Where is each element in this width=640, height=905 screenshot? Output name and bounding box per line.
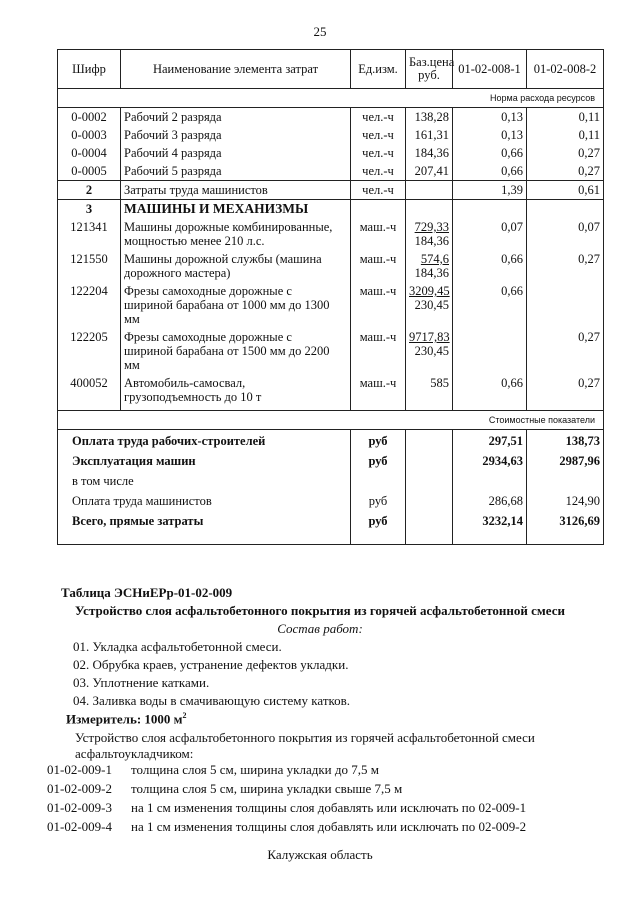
row-name-line: мм bbox=[124, 358, 140, 372]
row-name-line: шириной барабана от 1000 мм до 1300 bbox=[124, 298, 330, 312]
table2-subtitle: Устройство слоя асфальтобетонного покрытия из горячей асфальтобетонной смеси bbox=[75, 603, 565, 618]
item-code: 01-02-009-4 bbox=[47, 819, 112, 834]
measure-label: Измеритель: 1000 $м^2$ bbox=[66, 711, 187, 727]
item-code: 01-02-009-1 bbox=[47, 762, 112, 777]
empty-cell bbox=[453, 200, 527, 219]
row-price bbox=[406, 374, 453, 411]
cost-unit: руб bbox=[351, 510, 406, 545]
row-name bbox=[121, 282, 351, 328]
row-price bbox=[406, 181, 453, 200]
row-value-1: 0,07 bbox=[453, 218, 527, 250]
price-total: 729,33 bbox=[414, 220, 449, 234]
machine-row bbox=[58, 328, 604, 374]
work-step: 04. Заливка воды в смачивающую систему катков. bbox=[73, 693, 351, 708]
price-operator-wage: 184,36 bbox=[414, 234, 449, 248]
price-operator-wage: 230,45 bbox=[414, 298, 449, 312]
empty-cell bbox=[406, 430, 453, 451]
cost-row bbox=[58, 490, 604, 510]
row-code: 121341 bbox=[58, 218, 121, 250]
row-price bbox=[406, 328, 453, 374]
machines-header-row bbox=[58, 200, 604, 219]
row-code: 0-0002 bbox=[58, 108, 121, 127]
row-value-1: 1,39 bbox=[453, 181, 527, 200]
cost-unit: руб bbox=[351, 490, 406, 510]
empty-cell bbox=[406, 490, 453, 510]
row-name bbox=[121, 328, 351, 374]
work-step: 03. Уплотнение катками. bbox=[73, 675, 210, 690]
row-value-1: 0,66 bbox=[453, 282, 527, 328]
row-code: 121550 bbox=[58, 250, 121, 282]
row-value-1: 0,66 bbox=[453, 374, 527, 411]
row-value-2: 0,07 bbox=[527, 218, 604, 250]
row-name bbox=[121, 218, 351, 250]
machine-row bbox=[58, 282, 604, 328]
row-unit: чел.-ч bbox=[351, 181, 406, 200]
section-costs-row bbox=[58, 411, 604, 430]
cost-value-1: 286,68 bbox=[453, 490, 527, 510]
row-value-2: 0,11 bbox=[527, 126, 604, 144]
cost-value-2: 124,90 bbox=[527, 490, 604, 510]
header-col1: 01-02-008-1 bbox=[453, 50, 527, 89]
empty-cell bbox=[406, 510, 453, 545]
description-line-2: асфальтоукладчиком: bbox=[75, 746, 194, 761]
work-step: 01. Укладка асфальтобетонной смеси. bbox=[73, 639, 282, 654]
row-price: 184,36 bbox=[406, 144, 453, 162]
header-price: Баз.цена руб. bbox=[406, 50, 453, 89]
header-code: Шифр bbox=[58, 50, 121, 89]
row-code: 0-0003 bbox=[58, 126, 121, 144]
price-total: 585 bbox=[430, 376, 449, 390]
row-value-2: 0,11 bbox=[527, 108, 604, 127]
cost-row bbox=[58, 510, 604, 545]
row-name-line: мм bbox=[124, 312, 140, 326]
cost-name: Оплата труда машинистов bbox=[58, 490, 351, 510]
cost-row bbox=[58, 470, 604, 490]
header-unit: Ед.изм. bbox=[351, 50, 406, 89]
row-name-line: Фрезы самоходные дорожные с bbox=[124, 284, 292, 298]
row-name-line: шириной барабана от 1500 мм до 2200 bbox=[124, 344, 330, 358]
row-code: 0-0004 bbox=[58, 144, 121, 162]
section-norms-row bbox=[58, 89, 604, 108]
cost-name: Оплата труда рабочих-строителей bbox=[58, 430, 351, 451]
machine-row bbox=[58, 374, 604, 411]
row-name-line: грузоподъемность до 10 т bbox=[124, 390, 262, 404]
cost-value-2: 138,73 bbox=[527, 430, 604, 451]
cost-row bbox=[58, 430, 604, 451]
row-value-1 bbox=[453, 328, 527, 374]
header-name: Наименование элемента затрат bbox=[121, 50, 351, 89]
page-number: 25 bbox=[313, 24, 327, 39]
row-code: 400052 bbox=[58, 374, 121, 411]
row-value-2 bbox=[527, 282, 604, 328]
row-price: 207,41 bbox=[406, 162, 453, 181]
row-unit: маш.-ч bbox=[351, 374, 406, 411]
section-costs-label: Стоимостные показатели bbox=[58, 411, 604, 430]
cost-row bbox=[58, 450, 604, 470]
row-price bbox=[406, 218, 453, 250]
row-value-2: 0,27 bbox=[527, 374, 604, 411]
row-value-1: 0,66 bbox=[453, 144, 527, 162]
machine-row bbox=[58, 250, 604, 282]
row-unit: чел.-ч bbox=[351, 108, 406, 127]
row-value-2: 0,27 bbox=[527, 162, 604, 181]
header-col2: 01-02-008-2 bbox=[527, 50, 604, 89]
footer-region: Калужская область bbox=[267, 847, 373, 862]
cost-value-2: 3126,69 bbox=[527, 510, 604, 545]
row-code: 0-0005 bbox=[58, 162, 121, 181]
work-step: 02. Обрубка краев, устранение дефектов укладки. bbox=[73, 657, 349, 672]
row-unit: маш.-ч bbox=[351, 250, 406, 282]
row-name bbox=[121, 250, 351, 282]
cost-value-1: 2934,63 bbox=[453, 450, 527, 470]
row-code: 2 bbox=[58, 181, 121, 200]
row-unit: маш.-ч bbox=[351, 218, 406, 250]
cost-name: в том числе bbox=[58, 470, 351, 490]
row-code: 122204 bbox=[58, 282, 121, 328]
row-value-2: 0,61 bbox=[527, 181, 604, 200]
cost-unit: руб bbox=[351, 450, 406, 470]
cost-name: Всего, прямые затраты bbox=[58, 510, 351, 545]
row-unit: чел.-ч bbox=[351, 144, 406, 162]
row-unit: маш.-ч bbox=[351, 328, 406, 374]
machinist-row bbox=[58, 181, 604, 200]
cost-value-2: 2987,96 bbox=[527, 450, 604, 470]
row-price bbox=[406, 250, 453, 282]
cost-unit: руб bbox=[351, 430, 406, 451]
section-norms-label: Норма расхода ресурсов bbox=[58, 89, 604, 108]
row-unit: чел.-ч bbox=[351, 162, 406, 181]
cost-value-2 bbox=[527, 470, 604, 490]
row-unit: маш.-ч bbox=[351, 282, 406, 328]
machine-row bbox=[58, 218, 604, 250]
row-name-line: дорожного мастера) bbox=[124, 266, 231, 280]
labor-row bbox=[58, 126, 604, 144]
item-code: 01-02-009-3 bbox=[47, 800, 112, 815]
empty-cell bbox=[406, 200, 453, 219]
row-value-1: 0,13 bbox=[453, 126, 527, 144]
price-operator-wage: 184,36 bbox=[414, 266, 449, 280]
row-value-2: 0,27 bbox=[527, 144, 604, 162]
labor-row bbox=[58, 108, 604, 127]
empty-cell bbox=[406, 450, 453, 470]
cost-value-1: 297,51 bbox=[453, 430, 527, 451]
item-text: толщина слоя 5 см, ширина укладки до 7,5 м bbox=[131, 762, 379, 777]
row-unit: чел.-ч bbox=[351, 126, 406, 144]
empty-cell bbox=[527, 200, 604, 219]
price-operator-wage: 230,45 bbox=[414, 344, 449, 358]
row-price: 161,31 bbox=[406, 126, 453, 144]
cost-value-1: 3232,14 bbox=[453, 510, 527, 545]
price-total: 3209,45 bbox=[409, 284, 450, 298]
item-text: на 1 см изменения толщины слоя добавлять или исключать по 02-009-2 bbox=[131, 819, 527, 834]
row-value-1: 0,13 bbox=[453, 108, 527, 127]
row-name-line: Фрезы самоходные дорожные с bbox=[124, 330, 292, 344]
row-name-line: Машины дорожные комбинированные, bbox=[124, 220, 333, 234]
row-code: 122205 bbox=[58, 328, 121, 374]
row-value-2: 0,27 bbox=[527, 328, 604, 374]
resource-cost-table bbox=[57, 49, 604, 545]
item-text: толщина слоя 5 см, ширина укладки свыше 7,5 м bbox=[131, 781, 403, 796]
row-name: Рабочий 3 разряда bbox=[121, 126, 351, 144]
empty-cell bbox=[406, 470, 453, 490]
row-name: Рабочий 4 разряда bbox=[121, 144, 351, 162]
row-name-line: Автомобиль-самосвал, bbox=[124, 376, 246, 390]
price-total: 9717,83 bbox=[409, 330, 450, 344]
labor-row bbox=[58, 144, 604, 162]
row-value-1: 0,66 bbox=[453, 162, 527, 181]
row-name: Затраты труда машинистов bbox=[121, 181, 351, 200]
item-text: на 1 см изменения толщины слоя добавлять или исключать по 02-009-1 bbox=[131, 800, 527, 815]
row-value-1: 0,66 bbox=[453, 250, 527, 282]
table2-title: Таблица ЭСНиЕРр-01-02-009 bbox=[61, 585, 233, 600]
row-name: Рабочий 5 разряда bbox=[121, 162, 351, 181]
cost-name: Эксплуатация машин bbox=[58, 450, 351, 470]
empty-cell bbox=[351, 200, 406, 219]
cost-value-1 bbox=[453, 470, 527, 490]
table-header-row bbox=[58, 50, 604, 89]
labor-row bbox=[58, 162, 604, 181]
row-name bbox=[121, 374, 351, 411]
row-name: Рабочий 2 разряда bbox=[121, 108, 351, 127]
cost-unit bbox=[351, 470, 406, 490]
section-title: МАШИНЫ И МЕХАНИЗМЫ bbox=[121, 200, 351, 219]
composition-heading: Состав работ: bbox=[277, 621, 363, 636]
row-value-2: 0,27 bbox=[527, 250, 604, 282]
price-total: 574,6 bbox=[420, 252, 449, 266]
row-name-line: Машины дорожной службы (машина bbox=[124, 252, 322, 266]
description-line-1: Устройство слоя асфальтобетонного покрытия из горячей асфальтобетонной смеси bbox=[75, 730, 535, 745]
item-code: 01-02-009-2 bbox=[47, 781, 112, 796]
row-price bbox=[406, 282, 453, 328]
row-name-line: мощностью менее 210 л.с. bbox=[124, 234, 265, 248]
row-price: 138,28 bbox=[406, 108, 453, 127]
section-code: 3 bbox=[58, 200, 121, 219]
